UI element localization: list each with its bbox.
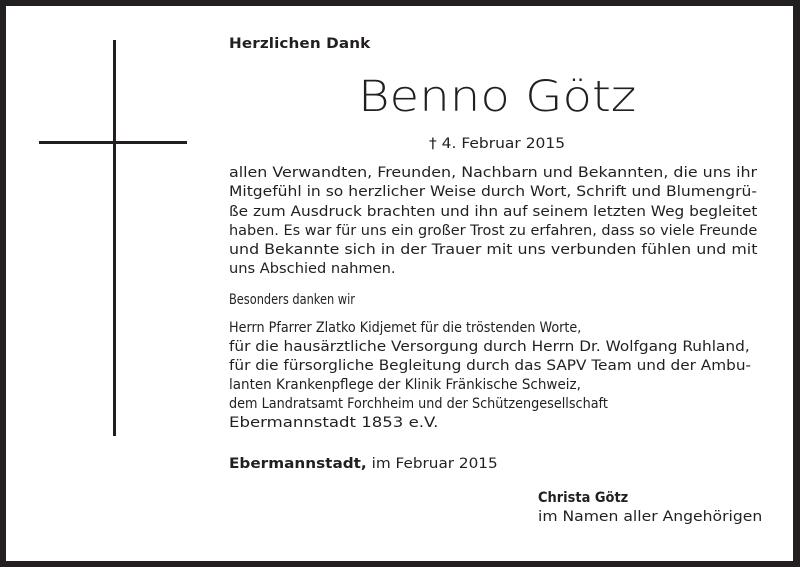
place-date: im Februar 2015	[366, 456, 498, 472]
special-thanks-line-text: lanten Krankenpflege der Klinik Fränkische Schweiz,	[229, 377, 581, 394]
special-thanks-line	[229, 338, 750, 357]
special-thanks-line-text: dem Landratsamt Forchheim und der Schützengesellschaft	[229, 396, 608, 413]
deceased-name: Benno Götz	[358, 72, 637, 122]
paragraph-line	[229, 222, 757, 241]
thanks-paragraph	[229, 164, 757, 280]
paragraph-line	[229, 164, 757, 183]
special-thanks-intro: Besonders danken wir	[229, 292, 355, 308]
cross-icon-vertical-bar	[113, 40, 116, 436]
special-thanks-line-text: für die fürsorgliche Begleitung durch das SAPV Team und der Ambu-	[229, 358, 752, 375]
paragraph-line-text: uns Abschied nahmen.	[229, 261, 396, 278]
paragraph-line	[229, 183, 757, 202]
place-name: Ebermannstadt,	[229, 456, 367, 472]
notice-heading: Herzlichen Dank	[229, 36, 371, 52]
paragraph-line-text: Mitgefühl in so herzlicher Weise durch Wort, Schrift und Blumengrü-	[229, 184, 757, 201]
special-thanks-line	[229, 357, 752, 376]
paragraph-line	[229, 241, 757, 260]
special-thanks-line-text: Ebermannstadt 1853 e.V.	[229, 415, 439, 432]
special-thanks-line-text: Herrn Pfarrer Zlatko Kidjemet für die tröstenden Worte,	[229, 320, 582, 336]
paragraph-line-text: allen Verwandten, Freunden, Nachbarn und Bekannten, die uns ihr	[229, 165, 758, 181]
paragraph-line-text: und Bekannte sich in der Trauer mit uns verbunden fühlen und mit	[229, 242, 758, 259]
special-thanks-line	[229, 376, 707, 395]
cross-icon-horizontal-bar	[39, 141, 187, 144]
place-and-date	[229, 456, 498, 472]
obituary-notice	[6, 6, 793, 561]
special-thanks-line-text: für die hausärztliche Versorgung durch Herrn Dr. Wolfgang Ruhland,	[229, 339, 750, 356]
signatory-name: Christa Götz	[538, 490, 629, 506]
paragraph-line	[229, 203, 757, 222]
paragraph-line	[229, 260, 757, 279]
special-thanks-list	[229, 319, 752, 434]
death-date: † 4. Februar 2015	[429, 136, 566, 152]
paragraph-line-text: haben. Es war für uns ein großer Trost zu erfahren, dass so viele Freunde	[229, 222, 758, 239]
special-thanks-line	[229, 319, 707, 338]
special-thanks-line	[229, 414, 707, 433]
signatory-note: im Namen aller Angehörigen	[538, 509, 763, 525]
special-thanks-line	[229, 395, 707, 414]
paragraph-line-text: ße zum Ausdruck brachten und ihn auf seinem letzten Weg begleitet	[229, 203, 758, 220]
